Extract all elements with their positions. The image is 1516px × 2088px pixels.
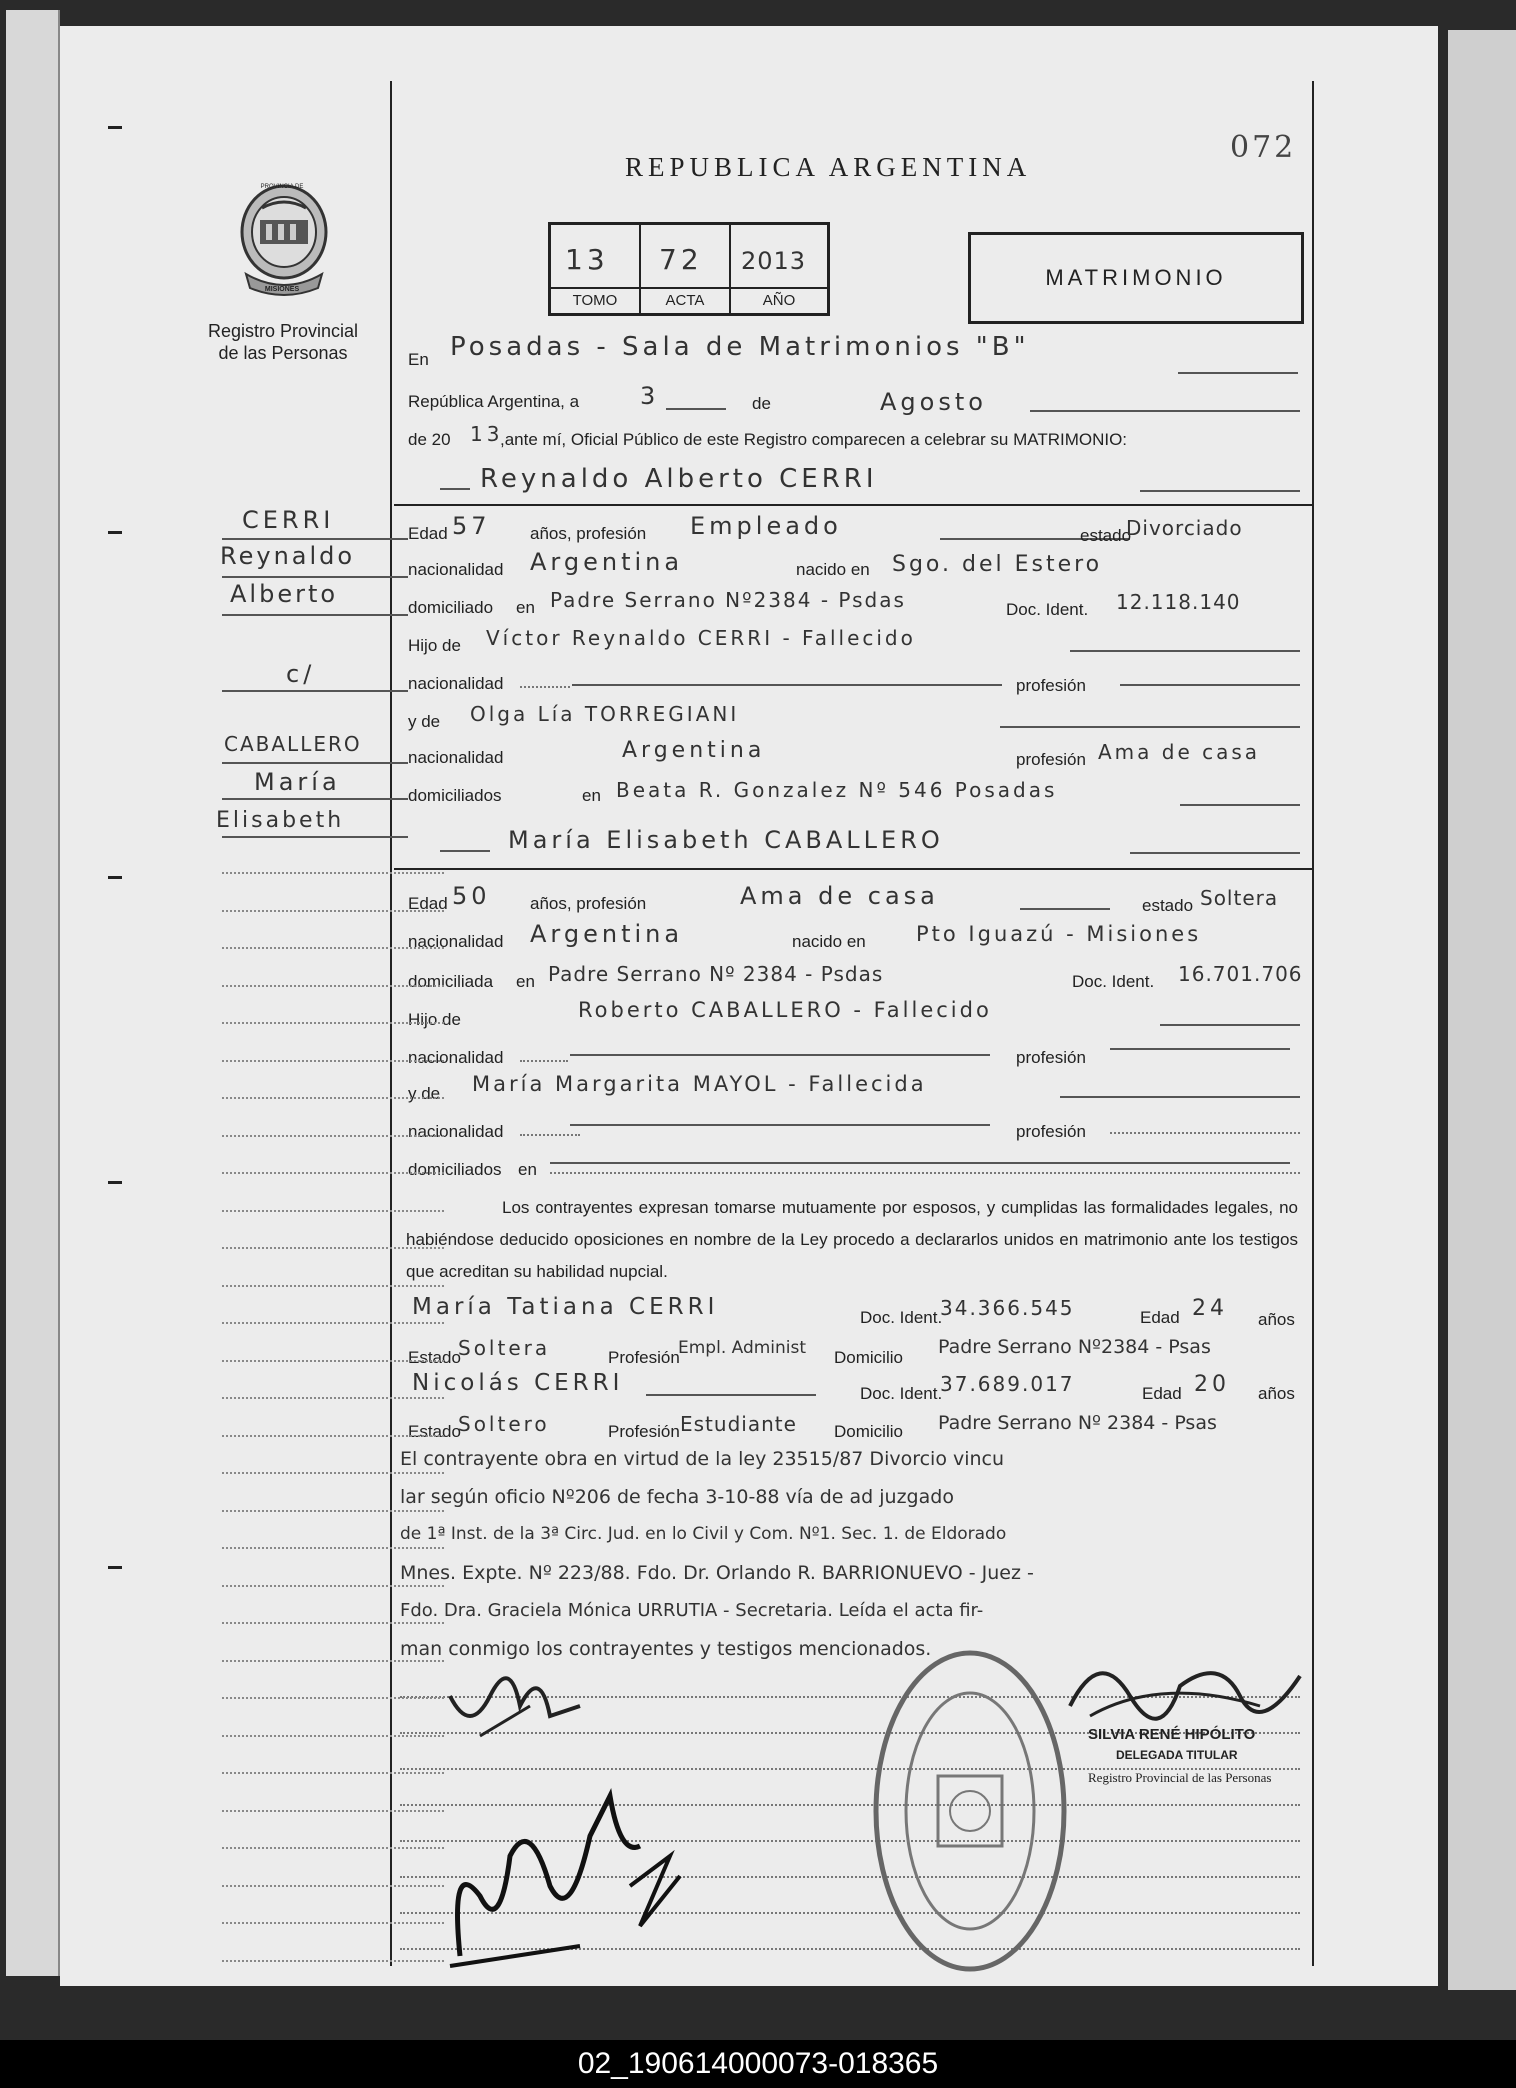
document-title: REPUBLICA ARGENTINA	[625, 152, 1032, 182]
de-label: de	[752, 394, 771, 413]
nacido-label: nacido en	[792, 932, 866, 951]
binding-mark	[108, 1566, 122, 1569]
fill-line	[570, 1054, 990, 1056]
groom-profession: Empleado	[690, 512, 842, 540]
document-type-box: MATRIMONIO	[968, 232, 1304, 324]
tomo-value: 13	[565, 243, 609, 276]
margin-guide-line	[222, 1322, 444, 1324]
margin-guide-line	[222, 1585, 444, 1587]
margin-underline	[222, 836, 408, 838]
margin-guide-line	[222, 1660, 444, 1662]
bride-address: Padre Serrano Nº 2384 - Psdas	[548, 962, 884, 986]
registry-line: de las Personas	[218, 343, 348, 363]
margin-guide-line	[222, 1097, 444, 1099]
margin-name: Alberto	[230, 580, 339, 608]
margin-guide-line	[222, 872, 444, 874]
nacionalidad-label: nacionalidad	[408, 932, 504, 951]
margin-guide-line	[222, 1885, 444, 1887]
bride-father: Roberto CABALLERO - Fallecido	[578, 998, 992, 1022]
officer-title: DELEGADA TITULAR	[1116, 1748, 1238, 1762]
groom-doc: 12.118.140	[1116, 590, 1241, 614]
margin-guide-line	[222, 1547, 444, 1549]
profesion-label: Profesión	[608, 1422, 680, 1441]
acta-label: ACTA	[641, 287, 729, 309]
estado-label: Estado	[408, 1422, 461, 1441]
witness2-name: Nicolás CERRI	[412, 1370, 624, 1396]
fill-line	[440, 488, 470, 490]
fill-line	[1130, 852, 1300, 854]
margin-guide-line	[222, 985, 444, 987]
margin-guide-line	[222, 1922, 444, 1924]
margin-guide-line	[222, 1135, 444, 1137]
groom-status: Divorciado	[1126, 516, 1243, 540]
bride-profession: Ama de casa	[740, 882, 939, 910]
intro-text: ,ante mí, Oficial Público de este Registro comparecen a celebrar su MATRIMONIO:	[500, 430, 1128, 449]
margin-guide-line	[222, 1397, 444, 1399]
margin-guide-line	[222, 1472, 444, 1474]
officer-name: SILVIA RENÉ HIPÓLITO	[1088, 1726, 1256, 1743]
margin-guide-line	[222, 1960, 444, 1962]
y-de-label: y de	[408, 712, 441, 731]
section-rule	[394, 868, 1312, 870]
fill-line	[1160, 1024, 1300, 1026]
margin-underline	[222, 576, 408, 578]
bride-doc: 16.701.706	[1178, 962, 1303, 986]
footer-id-bar	[0, 2040, 1516, 2088]
margin-underline	[222, 798, 408, 800]
nacido-label: nacido en	[796, 560, 870, 579]
declaration-paragraph: Los contrayentes expresan tomarse mutuamente por esposos, y cumplidas las formalidades legales, no habiéndose deducido oposiciones en nombre de la Ley procedo a declararlos unidos en matrimonio ante los testigos que acreditan su habilidad nupcial.	[406, 1198, 1298, 1281]
book-reference-box	[548, 222, 830, 316]
doc-label: Doc. Ident.	[1072, 972, 1155, 991]
edad-label: Edad	[408, 524, 448, 543]
margin-guide-line	[222, 1435, 444, 1437]
margin-underline	[222, 614, 408, 616]
fill-line	[550, 1172, 1300, 1174]
fill-line	[520, 686, 570, 688]
official-stamp	[870, 1646, 1070, 1976]
signature	[440, 1646, 600, 1766]
fill-line	[1070, 650, 1300, 652]
signature	[440, 1776, 700, 1976]
document-sheet	[60, 26, 1438, 1986]
groom-address: Padre Serrano Nº2384 - Psdas	[550, 588, 906, 612]
groom-father: Víctor Reynaldo CERRI - Fallecido	[486, 626, 916, 650]
anios-label: años	[1258, 1384, 1295, 1403]
day-value: 3	[640, 382, 660, 410]
groom-age: 57	[452, 512, 491, 540]
profesion-label: profesión	[1016, 1122, 1086, 1141]
en-label: En	[408, 350, 429, 369]
profesion-label: profesión	[1016, 1048, 1086, 1067]
witness1-status: Soltera	[458, 1336, 551, 1360]
witness1-address: Padre Serrano Nº2384 - Psas	[938, 1336, 1211, 1358]
fill-line	[1110, 1048, 1290, 1050]
estado-label: Estado	[408, 1348, 461, 1367]
witness2-doc: 37.689.017	[940, 1372, 1075, 1396]
edad-label: Edad	[1140, 1308, 1180, 1327]
margin-guide-line	[222, 1285, 444, 1287]
nacionalidad-label: nacionalidad	[408, 1122, 504, 1141]
groom-born: Sgo. del Estero	[892, 552, 1103, 577]
fill-line	[1030, 410, 1300, 412]
margin-guide-line	[222, 1622, 444, 1624]
republica-label: República Argentina, a	[408, 392, 580, 411]
domiciliada-label: domiciliada	[408, 972, 494, 991]
profesion-label: años, profesión	[530, 894, 647, 913]
bride-name: María Elisabeth CABALLERO	[508, 826, 944, 854]
fill-line	[1140, 490, 1300, 492]
doc-label: Doc. Ident.	[860, 1308, 943, 1327]
right-book-edge	[1448, 30, 1516, 1990]
binding-mark	[108, 531, 122, 534]
acta-value: 72	[659, 243, 703, 276]
margin-guide-line	[222, 1735, 444, 1737]
bride-mother: María Margarita MAYOL - Fallecida	[472, 1072, 927, 1096]
margin-guide-line	[222, 947, 444, 949]
groom-name: Reynaldo Alberto CERRI	[480, 464, 878, 494]
note-line: lar según oficio Nº206 de fecha 3-10-88 vía de ad juzgado	[400, 1486, 954, 1508]
fill-line	[1120, 684, 1300, 686]
doc-label: Doc. Ident.	[860, 1384, 943, 1403]
en-label: en	[582, 786, 601, 805]
note-line: Mnes. Expte. Nº 223/88. Fdo. Dr. Orlando R. BARRIONUEVO - Juez -	[400, 1562, 1034, 1584]
note-line: Fdo. Dra. Graciela Mónica URRUTIA - Secretaria. Leída el acta fir-	[400, 1600, 984, 1621]
groom-nationality: Argentina	[530, 548, 684, 576]
logo-label-top: PROVINCIA DE	[260, 184, 304, 190]
margin-guide-line	[222, 1172, 444, 1174]
anio-value: 2013	[741, 247, 807, 275]
profesion-label: profesión	[1016, 676, 1086, 695]
fill-line	[1020, 908, 1110, 910]
estado-label: estado	[1080, 526, 1132, 545]
margin-name: Reynaldo	[220, 542, 356, 570]
note-line: El contrayente obra en virtud de la ley 23515/87 Divorcio vincu	[400, 1448, 1005, 1470]
groom-mother: Olga Lía TORREGIANI	[470, 702, 740, 726]
en-label: en	[516, 972, 535, 991]
bride-status: Soltera	[1200, 886, 1279, 910]
fill-line	[570, 1124, 990, 1126]
section-rule	[394, 504, 1312, 506]
mother-nationality: Argentina	[622, 738, 766, 763]
anio-label: AÑO	[731, 287, 827, 309]
margin-guide-line	[222, 1060, 444, 1062]
margin-guide-line	[222, 1247, 444, 1249]
margin-guide-line	[222, 1772, 444, 1774]
note-line: de 1ª Inst. de la 3ª Circ. Jud. en lo Civil y Com. Nº1. Sec. 1. de Eldorado	[400, 1524, 1007, 1544]
witness2-profession: Estudiante	[680, 1412, 797, 1436]
margin-guide-line	[222, 1697, 444, 1699]
fill-line	[572, 684, 1002, 686]
en-label: en	[518, 1160, 537, 1179]
margin-guide-line	[222, 1022, 444, 1024]
bride-born: Pto Iguazú - Misiones	[916, 922, 1202, 946]
binding-mark	[108, 126, 122, 129]
margin-name: CABALLERO	[224, 732, 362, 756]
profesion-label: profesión	[1016, 750, 1086, 769]
anio-cell	[731, 225, 827, 313]
domicilio-label: Domicilio	[834, 1348, 903, 1367]
en-label: en	[516, 598, 535, 617]
groom-parents-address: Beata R. Gonzalez Nº 546 Posadas	[616, 778, 1058, 802]
margin-underline	[222, 762, 408, 764]
anios-label: años	[1258, 1310, 1295, 1329]
witness1-doc: 34.366.545	[940, 1296, 1075, 1320]
misiones-emblem-logo	[232, 178, 336, 302]
margin-guide-line	[222, 1510, 444, 1512]
officer-registry: Registro Provincial de las Personas	[1088, 1770, 1272, 1785]
witness2-address: Padre Serrano Nº 2384 - Psas	[938, 1412, 1217, 1434]
witness1-name: María Tatiana CERRI	[412, 1294, 719, 1320]
margin-underline	[222, 690, 408, 692]
logo-label: MISIONES	[264, 286, 300, 293]
edad-label: Edad	[1142, 1384, 1182, 1403]
bride-nationality: Argentina	[530, 920, 684, 948]
margin-name: CERRI	[242, 506, 335, 534]
page-number: 072	[1230, 130, 1297, 165]
fill-line	[1110, 1132, 1300, 1134]
fill-line	[1180, 804, 1300, 806]
domicilio-label: Domicilio	[834, 1422, 903, 1441]
tomo-cell	[551, 225, 641, 313]
margin-guide-line	[222, 910, 444, 912]
hijo-label: Hijo de	[408, 1010, 461, 1029]
margin-guide-line	[222, 1810, 444, 1812]
estado-label: estado	[1142, 896, 1194, 915]
footer-id: 02_190614000073-018365	[577, 2047, 939, 2080]
fill-line	[550, 1162, 1290, 1164]
domiciliados-label: domiciliados	[408, 786, 502, 805]
profesion-label: Profesión	[608, 1348, 680, 1367]
margin-guide-line	[222, 1210, 444, 1212]
binding-mark	[108, 876, 122, 879]
note-line: man conmigo los contrayentes y testigos mencionados.	[400, 1638, 932, 1660]
fill-line	[520, 1134, 580, 1136]
fill-line	[646, 1394, 816, 1396]
edad-label: Edad	[408, 894, 448, 913]
nacionalidad-label: nacionalidad	[408, 1048, 504, 1067]
fill-line	[666, 408, 726, 410]
fill-line	[520, 1060, 568, 1062]
witness1-profession: Empl. Administ	[678, 1338, 807, 1358]
tomo-label: TOMO	[551, 287, 639, 309]
registry-line: Registro Provincial	[207, 321, 359, 341]
domiciliados-label: domiciliados	[408, 1160, 502, 1179]
month-value: Agosto	[880, 388, 987, 416]
y-de-label: y de	[408, 1084, 441, 1103]
mother-profession: Ama de casa	[1098, 740, 1261, 764]
bride-age: 50	[452, 882, 491, 910]
nacionalidad-label: nacionalidad	[408, 560, 504, 579]
nacionalidad-label: nacionalidad	[408, 748, 504, 767]
left-book-edge	[6, 10, 60, 1976]
fill-line	[440, 850, 490, 852]
registry-name	[180, 320, 386, 364]
doc-label: Doc. Ident.	[1006, 600, 1089, 619]
year-prefix: de 20	[408, 430, 451, 449]
margin-name: c/	[286, 660, 316, 688]
fill-line	[1178, 372, 1298, 374]
fill-line	[1000, 726, 1300, 728]
domiciliado-label: domiciliado	[408, 598, 494, 617]
place-value: Posadas - Sala de Matrimonios "B"	[450, 332, 1030, 362]
witness1-age: 24	[1192, 1296, 1228, 1321]
year-value: 13	[470, 422, 504, 446]
witness2-status: Soltero	[458, 1412, 550, 1436]
witness2-age: 20	[1194, 1372, 1230, 1397]
margin-name: María	[254, 768, 341, 796]
margin-guide-line	[222, 1360, 444, 1362]
margin-underline	[222, 538, 408, 540]
margin-guide-line	[222, 1847, 444, 1849]
nacionalidad-label: nacionalidad	[408, 674, 504, 693]
acta-cell	[641, 225, 731, 313]
fill-line	[1060, 1096, 1300, 1098]
margin-name: Elisabeth	[216, 808, 345, 833]
hijo-label: Hijo de	[408, 636, 461, 655]
profesion-label: años, profesión	[530, 524, 647, 543]
binding-mark	[108, 1181, 122, 1184]
